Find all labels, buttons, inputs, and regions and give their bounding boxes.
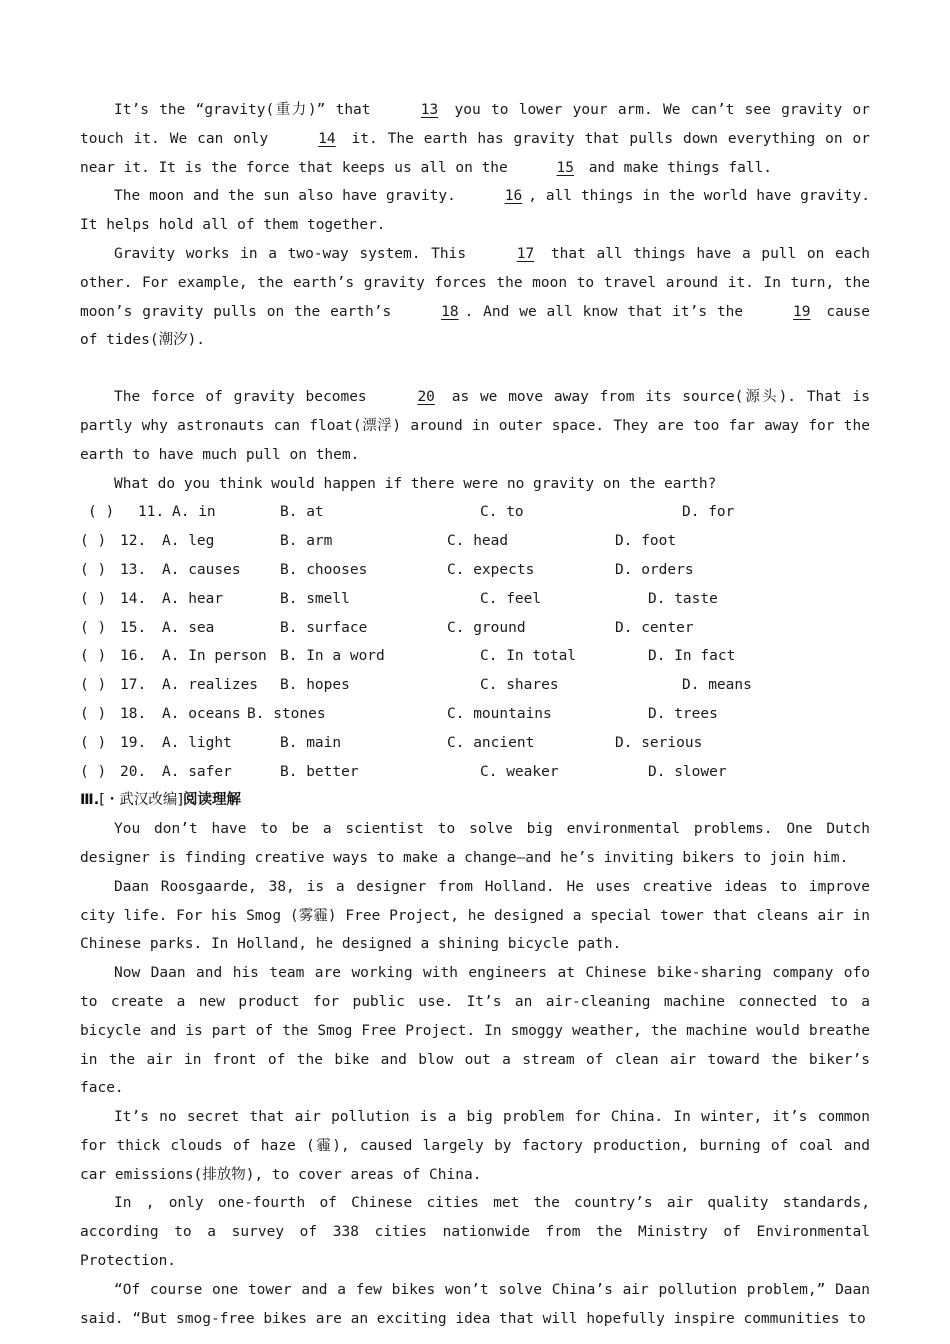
option-c[interactable]: C. ground bbox=[447, 619, 526, 636]
spacer bbox=[80, 355, 870, 383]
blank-13[interactable]: 13 bbox=[420, 102, 439, 118]
answer-paren[interactable]: ( ) bbox=[80, 763, 107, 780]
option-c[interactable]: C. mountains bbox=[447, 705, 552, 722]
blank-18[interactable]: 18 bbox=[441, 303, 459, 320]
blank-20[interactable]: 20 bbox=[417, 389, 435, 406]
option-d[interactable]: D. center bbox=[615, 619, 694, 636]
option-d[interactable]: D. serious bbox=[615, 734, 703, 751]
option-c[interactable]: C. ancient bbox=[447, 734, 535, 751]
option-c[interactable]: C. to bbox=[480, 504, 524, 521]
option-b[interactable]: B. stones bbox=[247, 705, 326, 722]
option-d[interactable]: D. taste bbox=[648, 590, 718, 607]
passage2-paragraph: Now Daan and his team are working with engineers at Chinese bike-sharing company ofo to create a new product for public use. It’s an air-cleaning machine connected to a bicycle and is part of the Smog Free Project. In smoggy weather, the machine would breathe in the air in front of the bike and blow out a stream of clean air toward the biker’s face. bbox=[80, 965, 870, 1097]
option-a[interactable]: A. causes bbox=[162, 561, 241, 578]
option-d[interactable]: D. for bbox=[682, 504, 735, 521]
option-b[interactable]: B. In a word bbox=[280, 648, 385, 665]
passage1-paragraph-4 bbox=[80, 383, 870, 469]
option-b[interactable]: B. surface bbox=[280, 619, 368, 636]
question-number: 17. bbox=[120, 677, 147, 694]
question-number: 15. bbox=[120, 619, 147, 636]
question-row bbox=[80, 671, 870, 700]
question-row bbox=[80, 498, 870, 527]
question-number: 16. bbox=[120, 648, 147, 665]
option-b[interactable]: B. main bbox=[280, 734, 342, 751]
question-row bbox=[80, 642, 870, 671]
option-a[interactable]: A. leg bbox=[162, 533, 215, 550]
text: , all things in the world have gravity. It helps hold all of them together. bbox=[80, 188, 870, 234]
section-source: [・武汉改编] bbox=[99, 792, 184, 809]
question-row bbox=[80, 556, 870, 585]
passage1-paragraph-2 bbox=[80, 182, 870, 240]
option-b[interactable]: B. chooses bbox=[280, 561, 368, 578]
option-a[interactable]: A. in bbox=[172, 504, 216, 521]
option-c[interactable]: C. shares bbox=[480, 677, 559, 694]
question-list bbox=[80, 498, 870, 786]
option-c[interactable]: C. In total bbox=[480, 648, 577, 665]
option-a[interactable]: A. realizes bbox=[162, 677, 259, 694]
answer-paren[interactable]: ( ) bbox=[80, 590, 107, 607]
question-row bbox=[80, 729, 870, 758]
passage2-paragraph: In , only one-fourth of Chinese cities met the country’s air quality standards, according to a survey of 338 cities nationwide from the Ministry of Environmental Protection. bbox=[80, 1195, 870, 1270]
option-a[interactable]: A. sea bbox=[162, 619, 215, 636]
passage1-paragraph-3 bbox=[80, 240, 870, 355]
question-row bbox=[80, 700, 870, 729]
option-a[interactable]: A. oceans bbox=[162, 705, 241, 722]
blank-14[interactable]: 14 bbox=[318, 130, 336, 147]
answer-paren[interactable]: ( ) bbox=[88, 504, 115, 521]
text: as we move away from its source(源头). That is partly why astronauts can float(漂浮) around in outer space. They are too far away for the earth to have much pull on them. bbox=[80, 389, 870, 463]
option-b[interactable]: B. arm bbox=[280, 533, 333, 550]
text: . And we all know that it’s the bbox=[464, 303, 753, 320]
section-heading bbox=[80, 786, 870, 815]
text: that all things have a pull on each other. For example, the earth’s gravity forces the moon to travel around it. In turn, the moon’s gravity pulls on the earth’s bbox=[80, 245, 870, 320]
blank-19[interactable]: 19 bbox=[793, 303, 811, 320]
question-number: 11. bbox=[138, 504, 165, 521]
question-number: 12. bbox=[120, 533, 147, 550]
text: it. The earth has gravity that pulls down everything on or near it. It is the force that keeps us all on the bbox=[80, 130, 870, 176]
blank-15[interactable]: 15 bbox=[556, 159, 574, 176]
option-c[interactable]: C. expects bbox=[447, 561, 535, 578]
text: Gravity works in a two-way system. This bbox=[114, 245, 477, 262]
option-b[interactable]: B. smell bbox=[280, 590, 350, 607]
option-c[interactable]: C. feel bbox=[480, 590, 542, 607]
passage1-paragraph-1 bbox=[80, 96, 870, 182]
question-row bbox=[80, 585, 870, 614]
passage1-paragraph-5: What do you think would happen if there were no gravity on the earth? bbox=[114, 475, 717, 492]
passage2-paragraph: You don’t have to be a scientist to solve big environmental problems. One Dutch designer is finding creative ways to make a change—and he’s inviting bikers to join him. bbox=[80, 821, 870, 866]
answer-paren[interactable]: ( ) bbox=[80, 705, 107, 722]
option-b[interactable]: B. better bbox=[280, 763, 359, 780]
section-numeral: Ⅲ. bbox=[80, 792, 100, 809]
option-c[interactable]: C. weaker bbox=[480, 763, 559, 780]
passage2-paragraph: “Of course one tower and a few bikes won’t solve China’s air pollution problem,” Daan said. “But smog-free bikes are an exciting idea that will hopefully inspire communities to bbox=[80, 1281, 870, 1327]
question-number: 20. bbox=[120, 763, 147, 780]
option-b[interactable]: B. hopes bbox=[280, 677, 350, 694]
option-d[interactable]: D. orders bbox=[615, 561, 694, 578]
answer-paren[interactable]: ( ) bbox=[80, 561, 107, 578]
option-b[interactable]: B. at bbox=[280, 504, 324, 521]
text: The moon and the sun also have gravity. bbox=[114, 188, 465, 205]
question-number: 19. bbox=[120, 734, 147, 751]
passage2-paragraph: It’s no secret that air pollution is a big problem for China. In winter, it’s common for thick clouds of haze (霾), caused largely by factory production, burning of coal and car emissions(排放物), to cover areas of China. bbox=[80, 1109, 870, 1183]
answer-paren[interactable]: ( ) bbox=[80, 734, 107, 751]
option-d[interactable]: D. means bbox=[682, 677, 752, 694]
answer-paren[interactable]: ( ) bbox=[80, 619, 107, 636]
option-a[interactable]: A. In person bbox=[162, 648, 267, 665]
text: cause of tides(潮汐). bbox=[80, 303, 870, 349]
option-a[interactable]: A. safer bbox=[162, 763, 232, 780]
answer-paren[interactable]: ( ) bbox=[80, 533, 107, 550]
document-page bbox=[80, 96, 870, 1333]
blank-17[interactable]: 17 bbox=[516, 245, 535, 262]
section-title: 阅读理解 bbox=[183, 792, 242, 809]
option-c[interactable]: C. head bbox=[447, 533, 509, 550]
question-row bbox=[80, 758, 870, 787]
text: It’s the “gravity(重力)” that bbox=[114, 102, 381, 118]
question-row bbox=[80, 527, 870, 556]
option-d[interactable]: D. In fact bbox=[648, 648, 736, 665]
option-d[interactable]: D. slower bbox=[648, 763, 727, 780]
question-number: 18. bbox=[120, 705, 147, 722]
option-a[interactable]: A. hear bbox=[162, 590, 224, 607]
option-d[interactable]: D. foot bbox=[615, 533, 677, 550]
passage2-paragraph: Daan Roosgaarde, 38, is a designer from Holland. He uses creative ideas to improve city life. For his Smog (雾霾) Free Project, he designed a special tower that cleans air in Chinese parks. In Holland, he designed a shining bicycle path. bbox=[80, 878, 870, 953]
text: and make things fall. bbox=[579, 159, 773, 176]
text: The force of gravity becomes bbox=[114, 389, 378, 406]
blank-16[interactable]: 16 bbox=[504, 188, 523, 205]
option-d[interactable]: D. trees bbox=[648, 705, 718, 722]
option-a[interactable]: A. light bbox=[162, 734, 232, 751]
answer-paren[interactable]: ( ) bbox=[80, 677, 107, 694]
text: you to lower your arm. We can’t see gravity or touch it. We can only bbox=[80, 102, 870, 147]
question-row bbox=[80, 614, 870, 643]
question-number: 13. bbox=[120, 561, 147, 578]
answer-paren[interactable]: ( ) bbox=[80, 648, 107, 665]
question-number: 14. bbox=[120, 590, 147, 607]
